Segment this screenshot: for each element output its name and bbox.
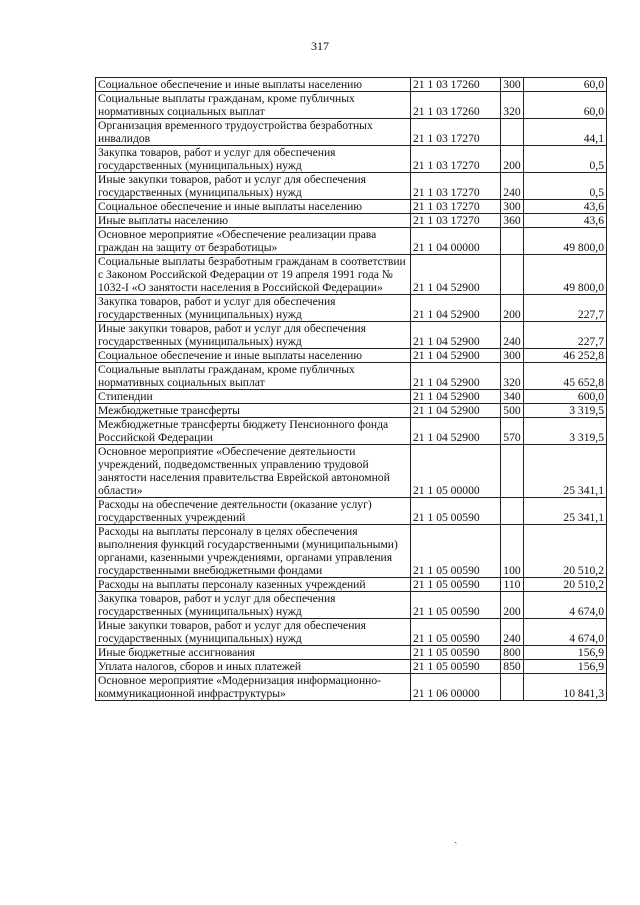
table-row bbox=[96, 418, 607, 445]
row-amount: 600,0 bbox=[524, 390, 607, 404]
row-expense-type bbox=[501, 445, 524, 498]
row-expense-type: 320 bbox=[501, 92, 524, 119]
row-target-code: 21 1 05 00000 bbox=[411, 445, 501, 498]
row-expense-type: 240 bbox=[501, 619, 524, 646]
row-target-code: 21 1 04 00000 bbox=[411, 228, 501, 255]
row-amount: 43,6 bbox=[524, 214, 607, 228]
row-amount: 0,5 bbox=[524, 173, 607, 200]
row-amount: 4 674,0 bbox=[524, 592, 607, 619]
row-target-code: 21 1 03 17270 bbox=[411, 173, 501, 200]
row-target-code: 21 1 05 00590 bbox=[411, 578, 501, 592]
table-row bbox=[96, 404, 607, 418]
row-expense-type: 320 bbox=[501, 363, 524, 390]
row-target-code: 21 1 03 17270 bbox=[411, 119, 501, 146]
table-row bbox=[96, 295, 607, 322]
row-expense-type bbox=[501, 674, 524, 701]
row-target-code: 21 1 03 17270 bbox=[411, 200, 501, 214]
row-name: Закупка товаров, работ и услуг для обеспечения государственных (муниципальных) нужд bbox=[96, 592, 411, 619]
row-target-code: 21 1 04 52900 bbox=[411, 404, 501, 418]
row-name: Иные закупки товаров, работ и услуг для обеспечения государственных (муниципальных) нужд bbox=[96, 173, 411, 200]
table-row bbox=[96, 619, 607, 646]
table-row bbox=[96, 173, 607, 200]
row-amount: 49 800,0 bbox=[524, 228, 607, 255]
row-name: Уплата налогов, сборов и иных платежей bbox=[96, 660, 411, 674]
row-amount: 44,1 bbox=[524, 119, 607, 146]
row-amount: 46 252,8 bbox=[524, 349, 607, 363]
table-row bbox=[96, 674, 607, 701]
row-amount: 20 510,2 bbox=[524, 525, 607, 578]
row-name: Организация временного трудоустройства безработных инвалидов bbox=[96, 119, 411, 146]
row-target-code: 21 1 04 52900 bbox=[411, 295, 501, 322]
row-amount: 10 841,3 bbox=[524, 674, 607, 701]
row-target-code: 21 1 06 00000 bbox=[411, 674, 501, 701]
row-target-code: 21 1 05 00590 bbox=[411, 646, 501, 660]
row-amount: 227,7 bbox=[524, 322, 607, 349]
table-row bbox=[96, 214, 607, 228]
stray-mark: ˏ bbox=[454, 833, 458, 844]
table-row bbox=[96, 445, 607, 498]
table-row bbox=[96, 349, 607, 363]
row-expense-type: 110 bbox=[501, 578, 524, 592]
table-row bbox=[96, 646, 607, 660]
budget-table bbox=[95, 77, 607, 701]
row-name: Межбюджетные трансферты bbox=[96, 404, 411, 418]
table-row bbox=[96, 660, 607, 674]
row-target-code: 21 1 05 00590 bbox=[411, 660, 501, 674]
table-row bbox=[96, 390, 607, 404]
row-expense-type: 360 bbox=[501, 214, 524, 228]
row-expense-type: 340 bbox=[501, 390, 524, 404]
table-row bbox=[96, 525, 607, 578]
row-amount: 43,6 bbox=[524, 200, 607, 214]
row-expense-type: 240 bbox=[501, 173, 524, 200]
row-amount: 25 341,1 bbox=[524, 498, 607, 525]
row-name: Закупка товаров, работ и услуг для обеспечения государственных (муниципальных) нужд bbox=[96, 146, 411, 173]
row-name: Иные выплаты населению bbox=[96, 214, 411, 228]
row-name: Социальные выплаты гражданам, кроме публичных нормативных социальных выплат bbox=[96, 363, 411, 390]
row-name: Основное мероприятие «Обеспечение деятельности учреждений, подведомственных управлению трудовой занятости населения правительства Еврейской автономной области» bbox=[96, 445, 411, 498]
table-row bbox=[96, 228, 607, 255]
row-expense-type: 100 bbox=[501, 525, 524, 578]
row-name: Расходы на обеспечение деятельности (оказание услуг) государственных учреждений bbox=[96, 498, 411, 525]
row-target-code: 21 1 05 00590 bbox=[411, 525, 501, 578]
row-amount: 20 510,2 bbox=[524, 578, 607, 592]
table-row bbox=[96, 78, 607, 92]
row-amount: 4 674,0 bbox=[524, 619, 607, 646]
row-amount: 227,7 bbox=[524, 295, 607, 322]
row-expense-type: 570 bbox=[501, 418, 524, 445]
row-expense-type: 800 bbox=[501, 646, 524, 660]
row-target-code: 21 1 05 00590 bbox=[411, 592, 501, 619]
row-target-code: 21 1 04 52900 bbox=[411, 349, 501, 363]
table-row bbox=[96, 578, 607, 592]
row-name: Социальные выплаты гражданам, кроме публичных нормативных социальных выплат bbox=[96, 92, 411, 119]
row-target-code: 21 1 03 17270 bbox=[411, 146, 501, 173]
table-row bbox=[96, 92, 607, 119]
row-target-code: 21 1 04 52900 bbox=[411, 363, 501, 390]
table-row bbox=[96, 592, 607, 619]
row-target-code: 21 1 04 52900 bbox=[411, 322, 501, 349]
table-row bbox=[96, 200, 607, 214]
row-target-code: 21 1 04 52900 bbox=[411, 418, 501, 445]
row-expense-type: 200 bbox=[501, 146, 524, 173]
row-amount: 60,0 bbox=[524, 78, 607, 92]
table-row bbox=[96, 119, 607, 146]
row-name: Закупка товаров, работ и услуг для обеспечения государственных (муниципальных) нужд bbox=[96, 295, 411, 322]
row-amount: 49 800,0 bbox=[524, 255, 607, 295]
row-expense-type: 300 bbox=[501, 200, 524, 214]
row-name: Социальное обеспечение и иные выплаты населению bbox=[96, 78, 411, 92]
row-target-code: 21 1 05 00590 bbox=[411, 619, 501, 646]
row-name: Расходы на выплаты персоналу в целях обеспечения выполнения функций государственными (муниципальными) органами, казенными учреждениями, органами управления государственными внебюджетными фондами bbox=[96, 525, 411, 578]
row-amount: 156,9 bbox=[524, 660, 607, 674]
row-amount: 0,5 bbox=[524, 146, 607, 173]
table-row bbox=[96, 255, 607, 295]
row-name: Межбюджетные трансферты бюджету Пенсионного фонда Российской Федерации bbox=[96, 418, 411, 445]
table-row bbox=[96, 363, 607, 390]
row-target-code: 21 1 05 00590 bbox=[411, 498, 501, 525]
row-name: Основное мероприятие «Модернизация информационно-коммуникационной инфраструктуры» bbox=[96, 674, 411, 701]
row-expense-type bbox=[501, 255, 524, 295]
row-name: Иные закупки товаров, работ и услуг для обеспечения государственных (муниципальных) нужд bbox=[96, 619, 411, 646]
row-name: Иные закупки товаров, работ и услуг для обеспечения государственных (муниципальных) нужд bbox=[96, 322, 411, 349]
row-expense-type: 300 bbox=[501, 349, 524, 363]
row-amount: 3 319,5 bbox=[524, 418, 607, 445]
budget-table-body bbox=[96, 78, 607, 701]
row-target-code: 21 1 04 52900 bbox=[411, 255, 501, 295]
row-name: Иные бюджетные ассигнования bbox=[96, 646, 411, 660]
row-name: Социальное обеспечение и иные выплаты населению bbox=[96, 349, 411, 363]
row-name: Основное мероприятие «Обеспечение реализации права граждан на защиту от безработицы» bbox=[96, 228, 411, 255]
row-target-code: 21 1 03 17260 bbox=[411, 78, 501, 92]
row-expense-type: 850 bbox=[501, 660, 524, 674]
row-amount: 156,9 bbox=[524, 646, 607, 660]
row-amount: 3 319,5 bbox=[524, 404, 607, 418]
page-number: 317 bbox=[311, 39, 329, 53]
row-expense-type: 200 bbox=[501, 295, 524, 322]
table-row bbox=[96, 322, 607, 349]
row-expense-type bbox=[501, 228, 524, 255]
row-target-code: 21 1 03 17260 bbox=[411, 92, 501, 119]
row-expense-type: 300 bbox=[501, 78, 524, 92]
table-row bbox=[96, 498, 607, 525]
row-name: Социальное обеспечение и иные выплаты населению bbox=[96, 200, 411, 214]
row-name: Социальные выплаты безработным гражданам в соответствии с Законом Российской Федерации от 19 апреля 1991 года № 1032-I «О занятости населения в Российской Федерации» bbox=[96, 255, 411, 295]
row-expense-type: 200 bbox=[501, 592, 524, 619]
row-expense-type: 240 bbox=[501, 322, 524, 349]
row-expense-type bbox=[501, 498, 524, 525]
row-amount: 45 652,8 bbox=[524, 363, 607, 390]
row-name: Стипендии bbox=[96, 390, 411, 404]
row-expense-type: 500 bbox=[501, 404, 524, 418]
table-row bbox=[96, 146, 607, 173]
row-amount: 25 341,1 bbox=[524, 445, 607, 498]
row-amount: 60,0 bbox=[524, 92, 607, 119]
row-name: Расходы на выплаты персоналу казенных учреждений bbox=[96, 578, 411, 592]
row-target-code: 21 1 03 17270 bbox=[411, 214, 501, 228]
row-expense-type bbox=[501, 119, 524, 146]
row-target-code: 21 1 04 52900 bbox=[411, 390, 501, 404]
